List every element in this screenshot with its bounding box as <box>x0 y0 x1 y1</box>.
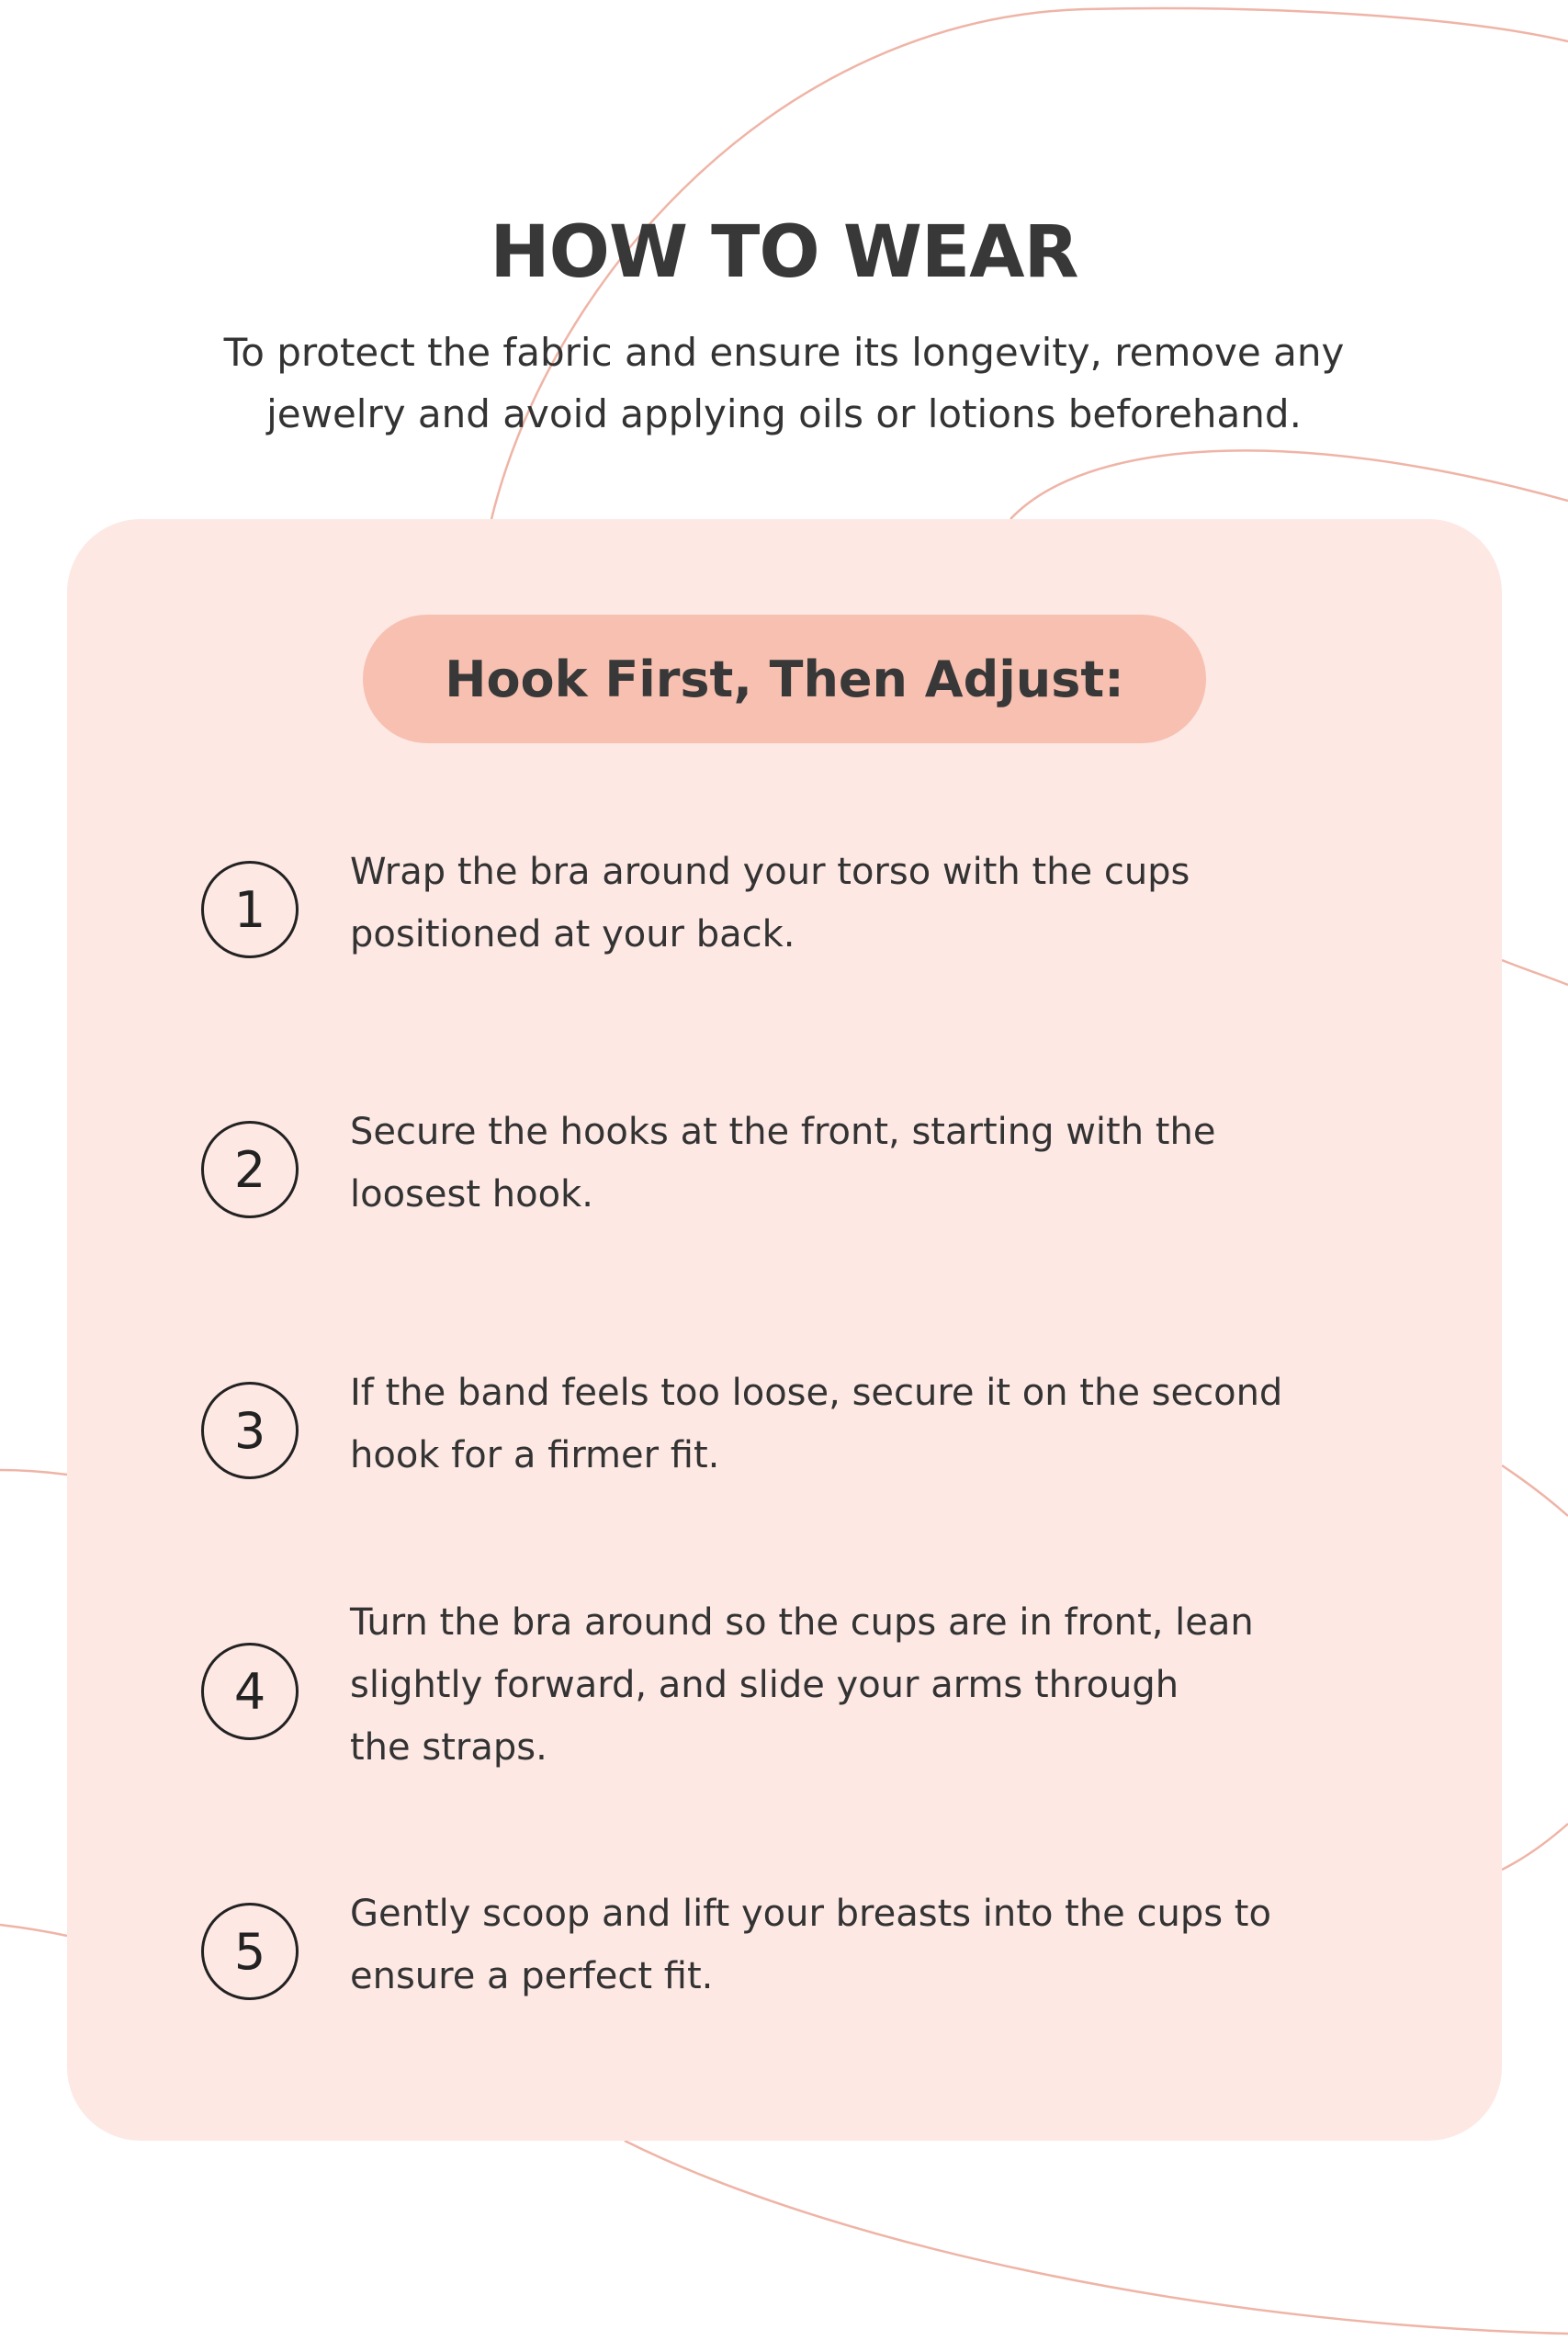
intro-text <box>165 322 1403 445</box>
step-text <box>350 1101 1452 1226</box>
page-title: HOW TO WEAR <box>490 211 1078 294</box>
step-text-line: loosest hook. <box>350 1173 593 1216</box>
step-number-badge: 2 <box>201 1121 299 1218</box>
step-text-line: the straps. <box>350 1726 547 1769</box>
step-text-line: Turn the bra around so the cups are in front, lean <box>350 1601 1254 1644</box>
step-number-badge: 4 <box>201 1643 299 1740</box>
step-text <box>350 1591 1452 1779</box>
step-number-badge: 3 <box>201 1382 299 1479</box>
step-text-line: slightly forward, and slide your arms through <box>350 1664 1179 1706</box>
step-text-line: ensure a perfect fit. <box>350 1955 714 1997</box>
step-text <box>350 1883 1452 2007</box>
step-text-line: Secure the hooks at the front, starting with the <box>350 1111 1216 1153</box>
step-text-line: positioned at your back. <box>350 913 795 956</box>
step-number-badge: 1 <box>201 861 299 958</box>
step-text-line: Wrap the bra around your torso with the cups <box>350 851 1190 893</box>
intro-line: To protect the fabric and ensure its longevity, remove any <box>223 330 1345 375</box>
step-text-line: hook for a firmer fit. <box>350 1434 720 1476</box>
intro-line: jewelry and avoid applying oils or lotions beforehand. <box>266 391 1302 436</box>
step-text <box>350 1362 1452 1487</box>
section-heading: Hook First, Then Adjust: <box>445 650 1124 708</box>
step-text-line: Gently scoop and lift your breasts into the cups to <box>350 1893 1271 1935</box>
step-text <box>350 841 1452 966</box>
step-text-line: If the band feels too loose, secure it on the second <box>350 1372 1283 1414</box>
step-number-badge: 5 <box>201 1903 299 2000</box>
section-heading-pill <box>363 615 1206 743</box>
instructions-card <box>67 519 1502 2141</box>
